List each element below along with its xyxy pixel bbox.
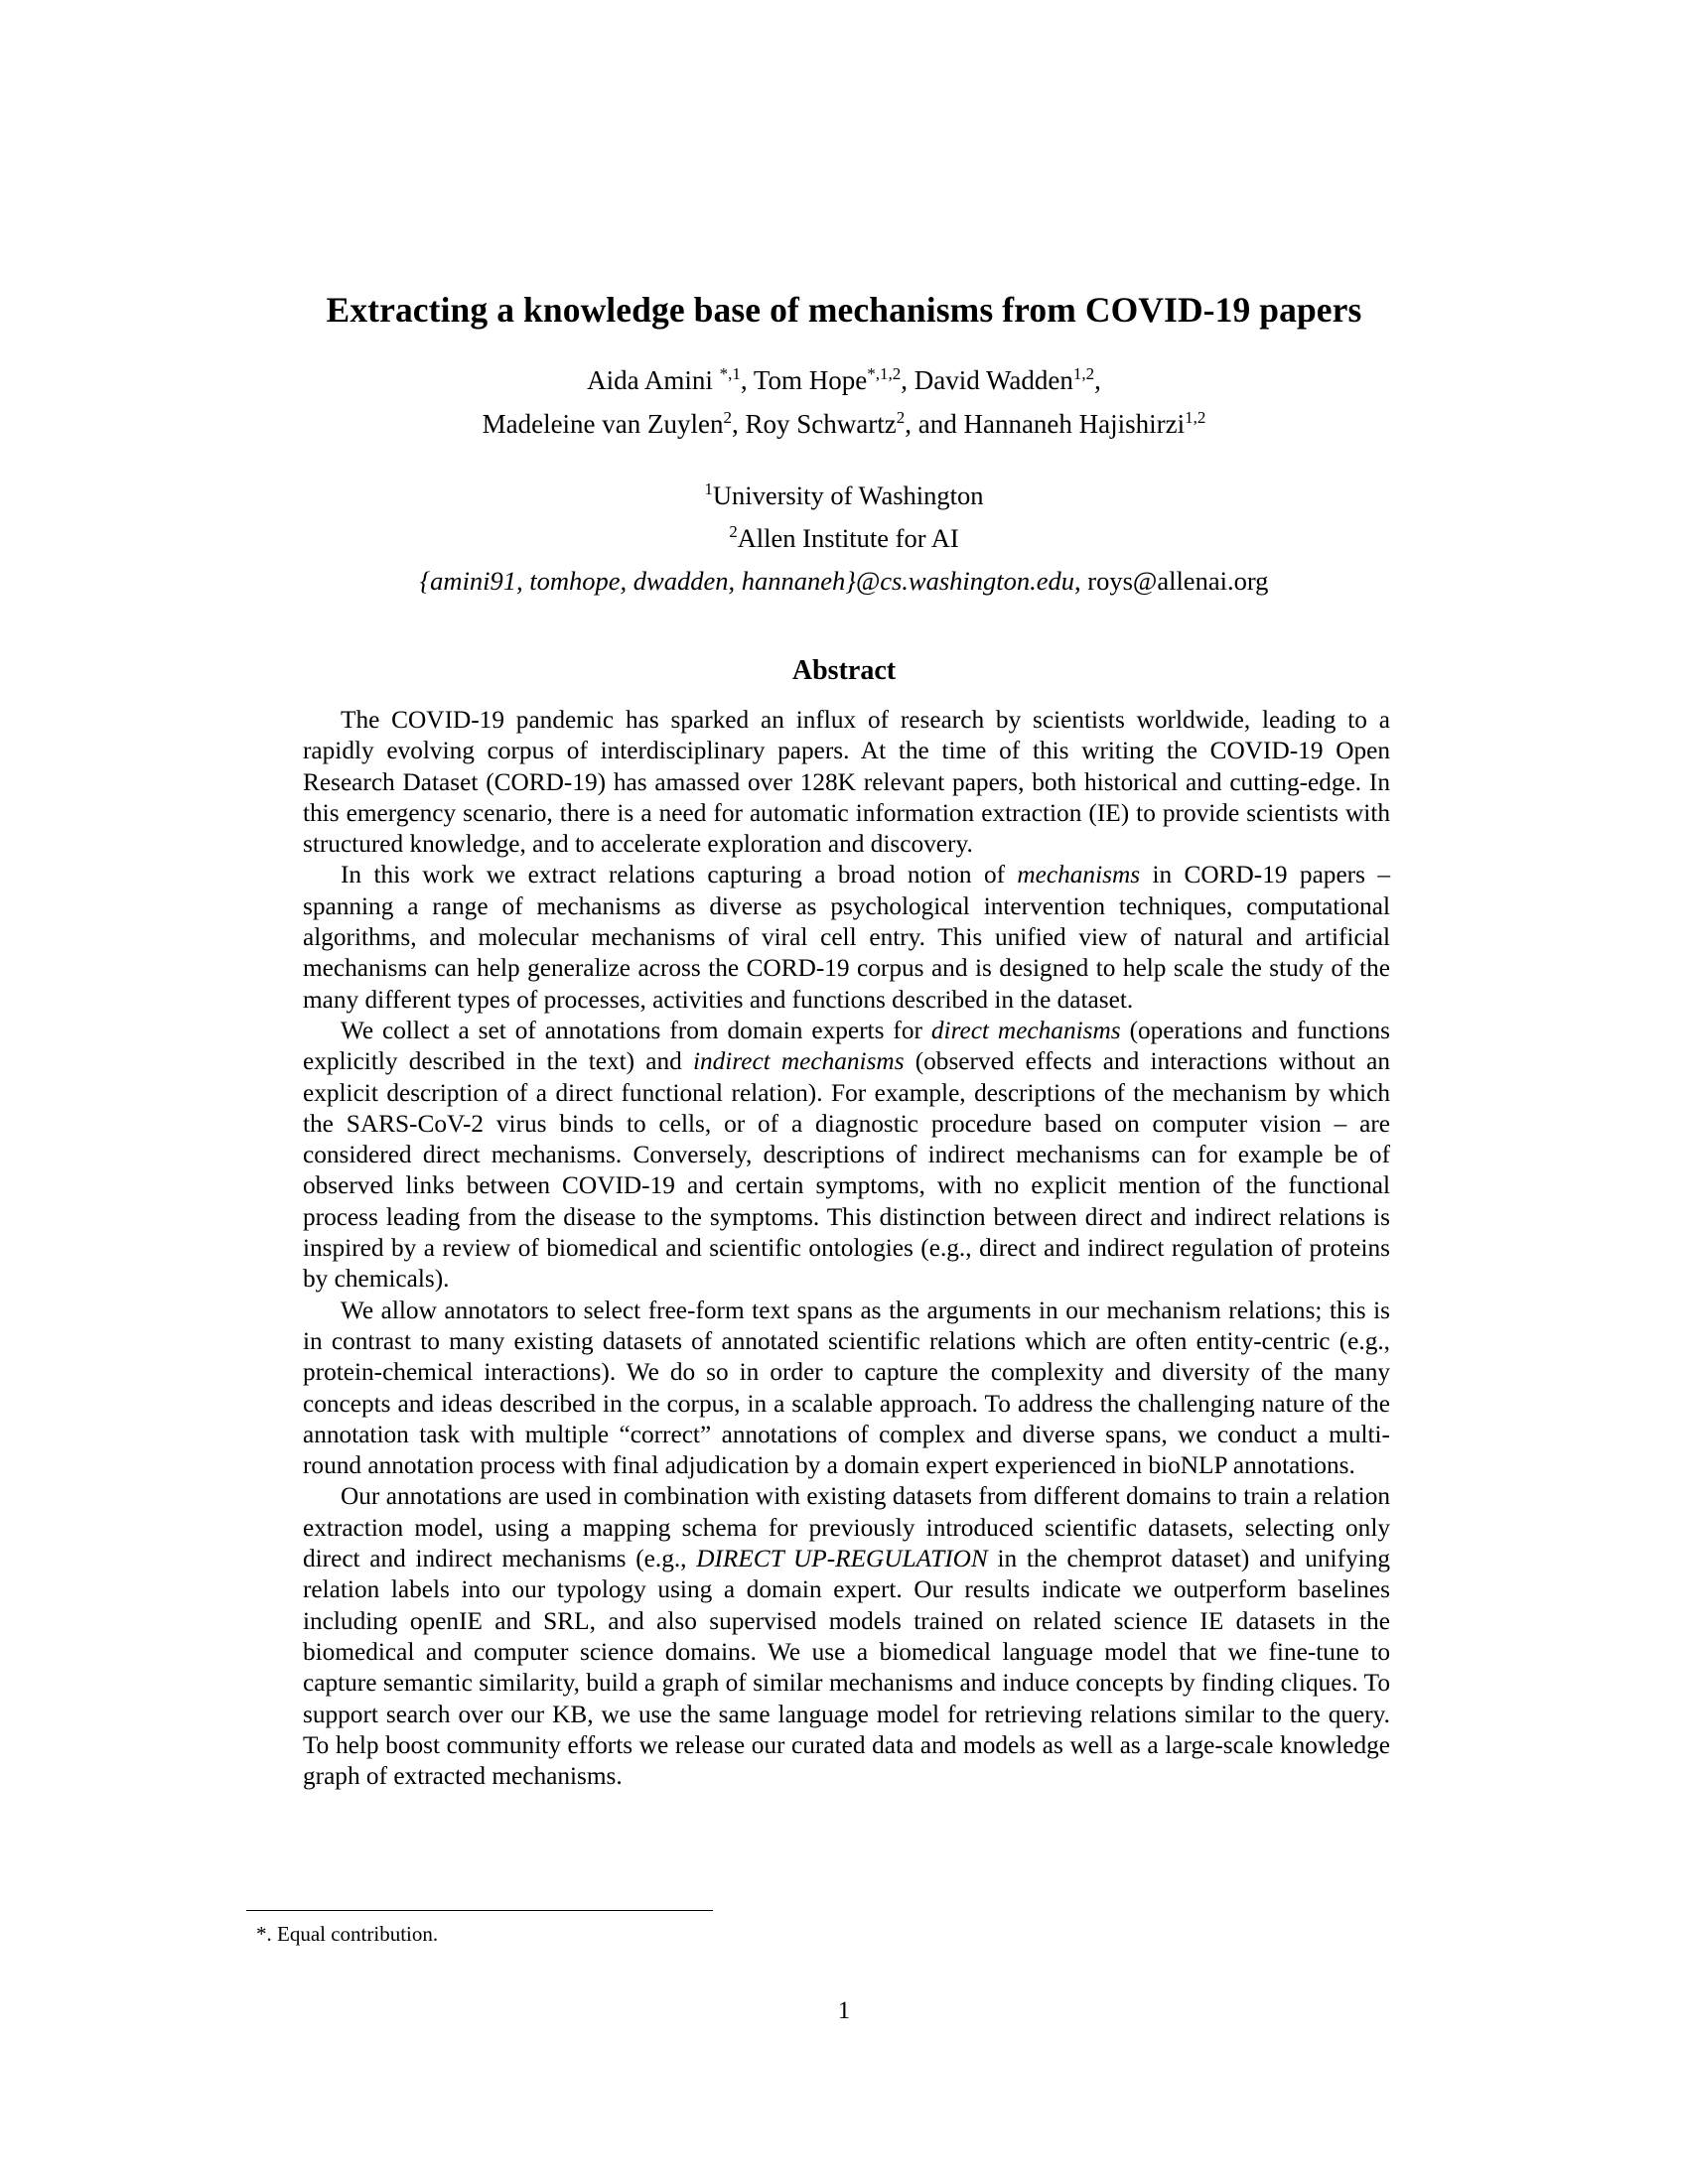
- author-affil-marker: *,1,2: [867, 364, 902, 383]
- abstract-paragraph-4: We allow annotators to select free-form text spans as the arguments in our mechanism relations; this is in contrast to many existing datasets of annotated scientific relations which are often entity-centric (e.g., protein-chemical interactions). We do so in order to capture the complexity and diversity of the many concepts and ideas described in the corpus, in a scalable approach. To address the challenging nature of the annotation task with multiple “correct” annotations of complex and diverse spans, we conduct a multi-round annotation process with final adjudication by a domain expert experienced in bioNLP annotations.: [303, 1296, 1390, 1480]
- author-affil-marker: 2: [723, 407, 733, 427]
- p3-text-c: (observed effects and interactions without an explicit description of a direct functional relation). For example, descriptions of the mechanism by which the SARS-CoV-2 virus binds to cells, or of a diagnostic procedure based on computer vision – are considered direct mechanisms. Conversely, descriptions of indirect mechanisms can for example be of observed links between COVID-19 and certain symptoms, with no explicit mention of the functional process leading from the disease to the symptoms. This distinction between direct and indirect relations is inspired by a review of biomedical and scientific ontologies (e.g., direct and indirect regulation of proteins by chemicals).: [303, 1047, 1390, 1294]
- author-affil-marker: 1,2: [1185, 407, 1206, 427]
- abstract-paragraph-1: The COVID-19 pandemic has sparked an influx of research by scientists worldwide, leading to a rapidly evolving corpus of interdisciplinary papers. At the time of this writing the COVID-19 Open Research Dataset (CORD-19) has amassed over 128K relevant papers, both historical and cutting-edge. In this emergency scenario, there is a need for automatic information extraction (IE) to provide scientists with structured knowledge, and to accelerate exploration and discovery.: [303, 706, 1390, 859]
- email-group-uw: {amini91, tomhope, dwadden, hannaneh}@cs.washington.edu: [419, 565, 1075, 596]
- p5-emphasis-direct-up-regulation: DIRECT UP-REGULATION: [696, 1545, 988, 1573]
- affiliation-2-label: Allen Institute for AI: [737, 522, 959, 553]
- affiliation-2: [248, 517, 1440, 560]
- abstract-body: [303, 705, 1390, 1792]
- abstract-paragraph-3: [303, 1016, 1390, 1296]
- abstract-paragraph-5: [303, 1481, 1390, 1792]
- page-number: 1: [837, 1997, 851, 2024]
- contact-emails: [248, 560, 1440, 603]
- abstract-paragraph-2: [303, 860, 1390, 1015]
- affiliation-block: [248, 475, 1440, 603]
- author-affil-marker: 2: [896, 407, 906, 427]
- affiliation-1-label: University of Washington: [712, 480, 984, 510]
- author-name-hannaneh-hajishirzi: , and Hannaneh Hajishirzi: [905, 408, 1186, 439]
- author-name-tom-hope: , Tom Hope: [740, 365, 868, 395]
- author-line-2: [248, 403, 1440, 447]
- author-affil-marker: *,1: [719, 364, 741, 383]
- p2-text-a: In this work we extract relations capturing a broad notion of: [341, 861, 1018, 889]
- p3-emphasis-direct-mechanisms: direct mechanisms: [930, 1016, 1121, 1044]
- author-name-roy-schwartz: , Roy Schwartz: [732, 408, 897, 439]
- author-name-david-wadden: , David Wadden: [901, 365, 1073, 395]
- affiliation-marker-1: 1: [704, 479, 713, 499]
- author-name-aida-amini: Aida Amini: [587, 365, 720, 395]
- p5-text-a: Our annotations are used in combination with existing datasets from different domains to train a relation extraction model, using a mapping schema for previously introduced scientific datasets, selecting only direct and indirect mechanisms (e.g.,: [303, 1482, 1390, 1573]
- p3-text-b: (operations and functions explicitly described in the text) and: [303, 1016, 1390, 1076]
- author-line-1: [248, 359, 1440, 403]
- p2-emphasis-mechanisms: mechanisms: [1017, 861, 1141, 889]
- author-line-1-trailing: ,: [1094, 365, 1101, 395]
- p5-text-b: in the chemprot dataset) and unifying relation labels into our typology using a domain expert. Our results indicate we outperform baselines including openIE and SRL, and also supervised models trained on related science IE datasets in the biomedical and computer science domains. We use a biomedical language model that we fine-tune to capture semantic similarity, build a graph of similar mechanisms and induce concepts by finding cliques. To support search over our KB, we use the same language model for retrieving relations similar to the query. To help boost community efforts we release our curated data and models as well as a large-scale knowledge graph of extracted mechanisms.: [303, 1545, 1390, 1791]
- affiliation-marker-2: 2: [729, 522, 738, 542]
- email-allenai: , roys@allenai.org: [1074, 565, 1269, 596]
- author-block: [248, 359, 1440, 446]
- footnote-separator-rule: [246, 1910, 713, 1911]
- p3-text-a: We collect a set of annotations from domain experts for: [341, 1016, 931, 1044]
- p2-text-b: in CORD-19 papers – spanning a range of mechanisms as diverse as psychological intervention techniques, computational algorithms, and molecular mechanisms of viral cell entry. This unified view of natural and artificial mechanisms can help generalize across the CORD-19 corpus and is designed to help scale the study of the many different types of processes, activities and functions described in the dataset.: [303, 861, 1390, 1014]
- p3-emphasis-indirect-mechanisms: indirect mechanisms: [692, 1047, 905, 1076]
- affiliation-1: [248, 475, 1440, 517]
- author-affil-marker: 1,2: [1072, 364, 1095, 383]
- author-name-madeleine-van-zuylen: Madeleine van Zuylen: [482, 408, 724, 439]
- page-title: Extracting a knowledge base of mechanisms from COVID-19 papers: [326, 289, 1362, 330]
- abstract-heading: Abstract: [791, 655, 897, 686]
- footnote-equal-contribution: *. Equal contribution.: [256, 1922, 439, 1946]
